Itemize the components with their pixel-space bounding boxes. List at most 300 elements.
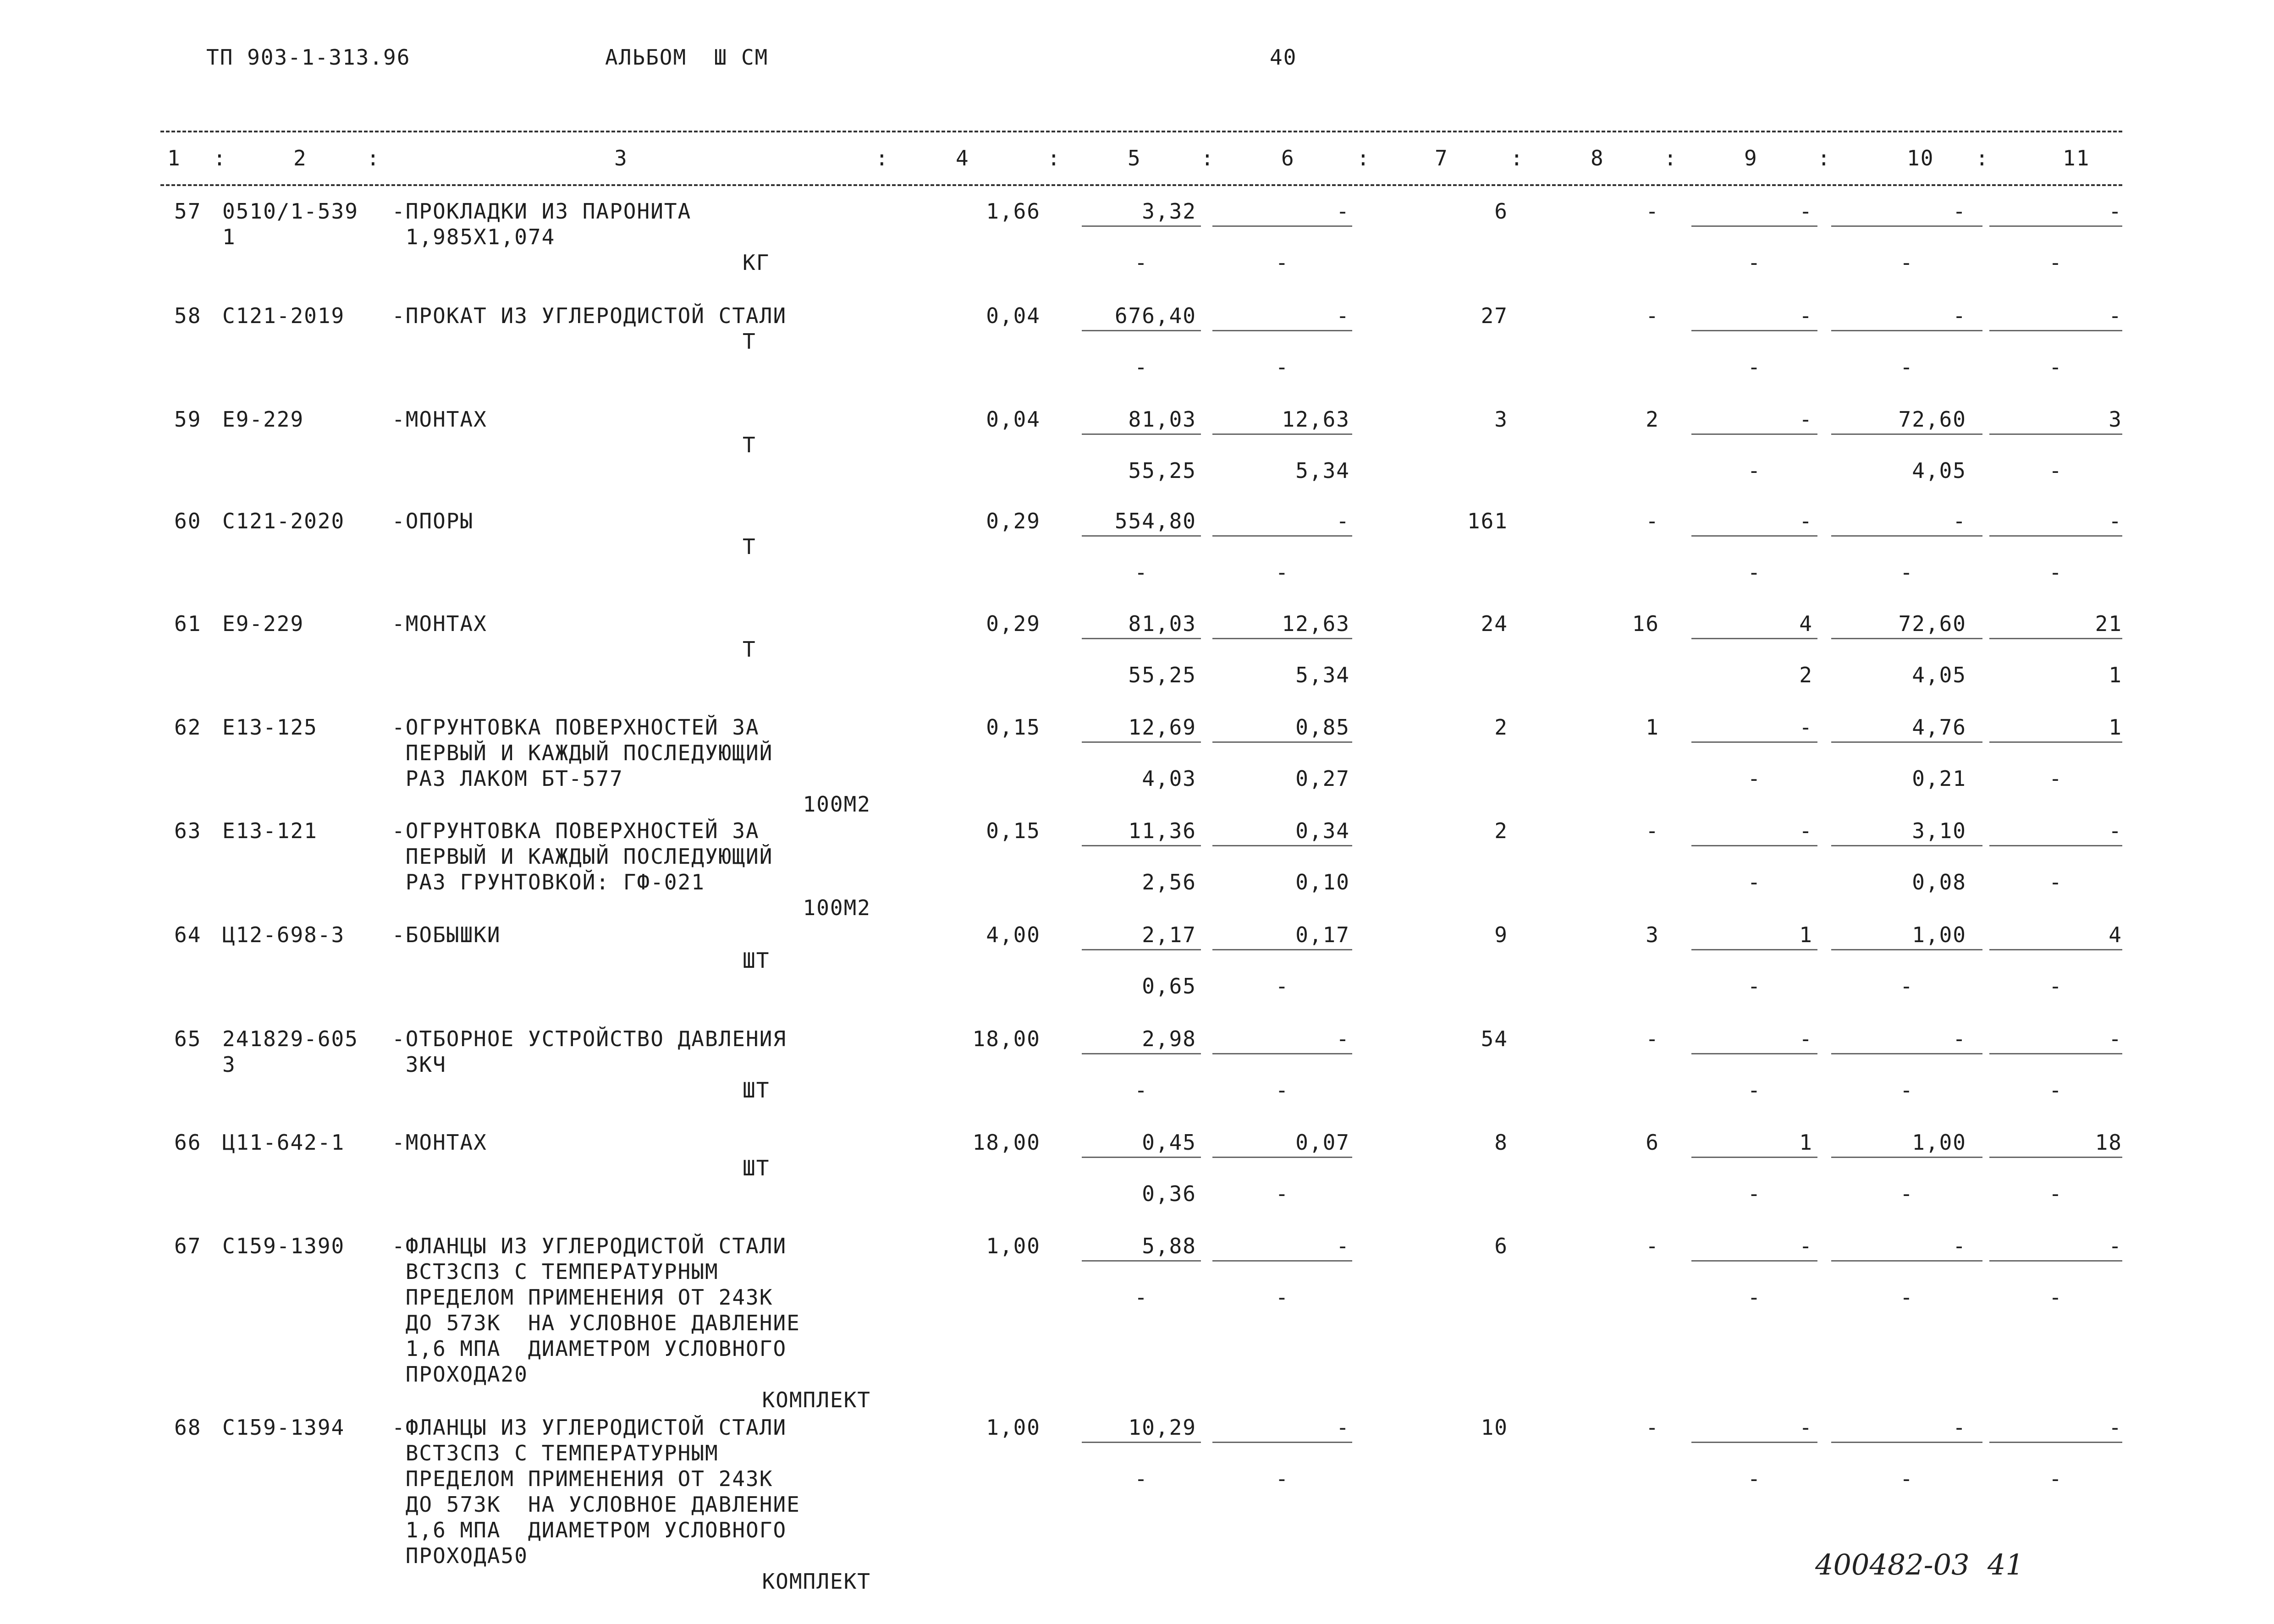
cell-qty: 0,29 [986, 509, 1041, 533]
cell-underline [1831, 741, 1982, 743]
column-separator: : [1664, 146, 1678, 170]
resource-code: 1 [222, 225, 236, 249]
cell-c11: 3 [2109, 407, 2122, 432]
column-header-7: 7 [1435, 146, 1448, 170]
cell-underline [1082, 433, 1201, 435]
cell-c10: - [1953, 509, 1966, 533]
handwritten-stamp: 400482-03 41 [1815, 1548, 2024, 1581]
cell-c8: 1 [1646, 715, 1659, 740]
cell-c5: 2,98 [1142, 1026, 1196, 1051]
cell-c6: - [1336, 1234, 1350, 1258]
cell-underline [1212, 225, 1352, 227]
cell-c8: - [1646, 509, 1659, 533]
cell-c11-second-line: - [2049, 1181, 2063, 1206]
cell-underline [1831, 949, 1982, 950]
cell-c9-second-line: 2 [1799, 663, 1813, 687]
resource-name: РАЗ ЛАКОМ БТ-577 [392, 766, 623, 791]
cell-c5-second-line: 4,03 [1142, 766, 1196, 791]
cell-underline [1082, 845, 1201, 846]
cell-c6: 0,07 [1295, 1130, 1350, 1155]
cell-underline [1831, 1157, 1982, 1158]
cell-c10-second-line: 0,08 [1912, 870, 1966, 894]
cell-c8: 2 [1646, 407, 1659, 432]
row-number: 60 [174, 509, 202, 533]
cell-c7: 27 [1481, 303, 1508, 328]
column-separator: : [1201, 146, 1215, 170]
cell-c9: - [1799, 407, 1813, 432]
cell-c10: 72,60 [1898, 407, 1966, 432]
cell-c5: 2,17 [1142, 922, 1196, 947]
cell-c9: - [1799, 1415, 1813, 1440]
column-separator: : [1817, 146, 1831, 170]
cell-c5-second-line: 55,25 [1128, 458, 1196, 483]
cell-c9: - [1799, 818, 1813, 843]
cell-c10: - [1953, 303, 1966, 328]
cell-c11: - [2109, 303, 2122, 328]
cell-underline [1831, 1442, 1982, 1443]
cell-c9-second-line: - [1747, 766, 1762, 791]
cell-qty: 1,00 [986, 1234, 1041, 1258]
cell-c6: 0,17 [1295, 922, 1350, 947]
cell-c6: - [1336, 1026, 1350, 1051]
cell-c6: 12,63 [1282, 611, 1350, 636]
cell-underline [1831, 638, 1982, 639]
resource-name: -ПРОКЛАДКИ ИЗ ПАРОНИТА [392, 199, 692, 224]
resource-name: -ОТБОРНОЕ УСТРОЙСТВО ДАВЛЕНИЯ [392, 1026, 787, 1051]
resource-code: 0510/1-539 [222, 199, 358, 224]
cell-c9-second-line: - [1747, 458, 1762, 483]
cell-c9-second-line: - [1747, 974, 1762, 999]
cell-c5-second-line: 55,25 [1128, 663, 1196, 687]
cell-c10-second-line: - [1900, 1466, 1914, 1491]
row-number: 62 [174, 715, 202, 740]
unit-of-measure: Т [743, 534, 756, 559]
cell-c11: - [2109, 199, 2122, 224]
cell-underline [1691, 433, 1817, 435]
cell-underline [1989, 330, 2122, 331]
cell-c8: 6 [1646, 1130, 1659, 1155]
cell-underline [1082, 225, 1201, 227]
cell-c6-second-line: - [1275, 250, 1289, 275]
resource-name: ЗКЧ [392, 1052, 446, 1077]
cell-c9-second-line: - [1747, 870, 1762, 894]
cell-c5-second-line: - [1134, 1285, 1148, 1310]
resource-name: ПРОХОДА20 [392, 1362, 528, 1387]
resource-name: ДО 573К НА УСЛОВНОЕ ДАВЛЕНИЕ [392, 1492, 800, 1517]
cell-c9: - [1799, 1026, 1813, 1051]
cell-c7: 10 [1481, 1415, 1508, 1440]
resource-name: ПРЕДЕЛОМ ПРИМЕНЕНИЯ ОТ 243К [392, 1466, 773, 1491]
resource-name: 1,6 МПА ДИАМЕТРОМ УСЛОВНОГО [392, 1518, 787, 1542]
resource-name: -МОНТАХ [392, 407, 487, 432]
cell-c6: 12,63 [1282, 407, 1350, 432]
cell-c5: 5,88 [1142, 1234, 1196, 1258]
cell-underline [1691, 741, 1817, 743]
cell-underline [1831, 1053, 1982, 1054]
resource-name: -ОГРУНТОВКА ПОВЕРХНОСТЕЙ ЗА [392, 715, 760, 740]
cell-c9-second-line: - [1747, 355, 1762, 379]
cell-c11: - [2109, 1234, 2122, 1258]
cell-c11: - [2109, 509, 2122, 533]
row-number: 65 [174, 1026, 202, 1051]
cell-underline [1082, 741, 1201, 743]
cell-underline [1082, 330, 1201, 331]
cell-c11-second-line: - [2049, 458, 2063, 483]
cell-c9-second-line: - [1747, 1181, 1762, 1206]
column-header-rule [160, 184, 2122, 186]
cell-c10-second-line: - [1900, 1181, 1914, 1206]
resource-name: 1,985X1,074 [392, 225, 556, 249]
cell-c7: 8 [1494, 1130, 1508, 1155]
column-separator: : [1357, 146, 1371, 170]
cell-c5-second-line: - [1134, 1078, 1148, 1103]
cell-c11-second-line: - [2049, 1466, 2063, 1491]
cell-underline [1691, 535, 1817, 537]
column-header-1: 1 [167, 146, 181, 170]
cell-underline [1212, 1442, 1352, 1443]
cell-c11: 18 [2095, 1130, 2122, 1155]
cell-qty: 4,00 [986, 922, 1041, 947]
cell-underline [1691, 949, 1817, 950]
cell-underline [1989, 535, 2122, 537]
cell-c9-second-line: - [1747, 1285, 1762, 1310]
cell-c11-second-line: - [2049, 870, 2063, 894]
cell-underline [1831, 433, 1982, 435]
cell-c9-second-line: - [1747, 250, 1762, 275]
unit-of-measure: ШТ [743, 1078, 770, 1103]
cell-c10-second-line: 0,21 [1912, 766, 1966, 791]
cell-c7: 54 [1481, 1026, 1508, 1051]
cell-qty: 1,00 [986, 1415, 1041, 1440]
cell-c8: - [1646, 1415, 1659, 1440]
row-number: 58 [174, 303, 202, 328]
column-separator: : [875, 146, 889, 170]
unit-of-measure: 100М2 [803, 895, 871, 920]
cell-c6: 0,34 [1295, 818, 1350, 843]
cell-c9: - [1799, 199, 1813, 224]
cell-c6-second-line: - [1275, 974, 1289, 999]
cell-underline [1691, 638, 1817, 639]
unit-of-measure: Т [743, 329, 756, 354]
cell-underline [1212, 1260, 1352, 1262]
cell-c9-second-line: - [1747, 1078, 1762, 1103]
cell-underline [1989, 225, 2122, 227]
cell-c10-second-line: - [1900, 560, 1914, 585]
cell-c11-second-line: - [2049, 1285, 2063, 1310]
cell-c6: - [1336, 303, 1350, 328]
cell-c8: - [1646, 818, 1659, 843]
cell-c11: - [2109, 1026, 2122, 1051]
cell-c5-second-line: - [1134, 250, 1148, 275]
cell-c10: 3,10 [1912, 818, 1966, 843]
cell-c5-second-line: - [1134, 1466, 1148, 1491]
cell-underline [1212, 949, 1352, 950]
cell-c10: 1,00 [1912, 922, 1966, 947]
cell-c10-second-line: - [1900, 1078, 1914, 1103]
table-top-rule [160, 131, 2122, 132]
cell-c11-second-line: 1 [2109, 663, 2122, 687]
cell-underline [1082, 1260, 1201, 1262]
cell-underline [1989, 845, 2122, 846]
column-header-10: 10 [1907, 146, 1934, 170]
cell-qty: 0,15 [986, 818, 1041, 843]
cell-c5: 12,69 [1128, 715, 1196, 740]
cell-c10: 1,00 [1912, 1130, 1966, 1155]
resource-code: Е9-229 [222, 611, 304, 636]
cell-c5: 81,03 [1128, 611, 1196, 636]
cell-underline [1082, 1053, 1201, 1054]
column-header-4: 4 [956, 146, 969, 170]
cell-c5-second-line: - [1134, 560, 1148, 585]
unit-of-measure: Т [743, 433, 756, 457]
cell-c8: - [1646, 303, 1659, 328]
unit-of-measure: ШТ [743, 1156, 770, 1180]
column-header-11: 11 [2063, 146, 2090, 170]
cell-c10: - [1953, 1026, 1966, 1051]
cell-c10: 72,60 [1898, 611, 1966, 636]
cell-underline [1212, 1053, 1352, 1054]
resource-name: ДО 573К НА УСЛОВНОЕ ДАВЛЕНИЕ [392, 1311, 800, 1335]
cell-c5: 554,80 [1114, 509, 1196, 533]
cell-c11-second-line: - [2049, 355, 2063, 379]
resource-code: Е13-125 [222, 715, 318, 740]
cell-c6: - [1336, 1415, 1350, 1440]
unit-of-measure: КОМПЛЕКТ [762, 1388, 871, 1412]
cell-c5-second-line: - [1134, 355, 1148, 379]
cell-c5: 11,36 [1128, 818, 1196, 843]
cell-c9: - [1799, 1234, 1813, 1258]
resource-name: -МОНТАХ [392, 1130, 487, 1155]
cell-underline [1989, 1442, 2122, 1443]
resource-name: ПРЕДЕЛОМ ПРИМЕНЕНИЯ ОТ 243К [392, 1285, 773, 1310]
document-code: ТП 903-1-313.96 [206, 45, 411, 70]
cell-qty: 0,15 [986, 715, 1041, 740]
cell-underline [1691, 1157, 1817, 1158]
cell-c8: 3 [1646, 922, 1659, 947]
resource-code: С159-1394 [222, 1415, 345, 1440]
cell-c9: 1 [1799, 922, 1813, 947]
resource-name: РАЗ ГРУНТОВКОЙ: ГФ-021 [392, 870, 705, 894]
cell-underline [1989, 1053, 2122, 1054]
resource-code: Ц12-698-3 [222, 922, 345, 947]
cell-c8: - [1646, 199, 1659, 224]
cell-underline [1212, 433, 1352, 435]
cell-underline [1212, 1157, 1352, 1158]
cell-c10: - [1953, 1415, 1966, 1440]
cell-underline [1212, 845, 1352, 846]
resource-name: ПРОХОДА50 [392, 1543, 528, 1568]
column-separator: : [1976, 146, 1989, 170]
cell-c7: 2 [1494, 715, 1508, 740]
resource-code: С159-1390 [222, 1234, 345, 1258]
cell-underline [1212, 535, 1352, 537]
cell-underline [1989, 638, 2122, 639]
cell-c5: 10,29 [1128, 1415, 1196, 1440]
resource-name: ПЕРВЫЙ И КАЖДЫЙ ПОСЛЕДУЮЩИЙ [392, 741, 773, 765]
cell-c7: 3 [1494, 407, 1508, 432]
column-separator: : [1047, 146, 1061, 170]
cell-c8: - [1646, 1026, 1659, 1051]
resource-code: 241829-605 [222, 1026, 358, 1051]
cell-underline [1989, 433, 2122, 435]
cell-c6-second-line: 5,34 [1295, 663, 1350, 687]
unit-of-measure: КГ [743, 250, 770, 275]
column-separator: : [367, 146, 380, 170]
unit-of-measure: ШТ [743, 948, 770, 973]
cell-c5-second-line: 0,65 [1142, 974, 1196, 999]
cell-underline [1831, 535, 1982, 537]
cell-underline [1082, 1442, 1201, 1443]
cell-c5-second-line: 2,56 [1142, 870, 1196, 894]
cell-c11-second-line: - [2049, 560, 2063, 585]
page-number: 40 [1270, 45, 1297, 70]
resource-code: Е13-121 [222, 818, 318, 843]
row-number: 59 [174, 407, 202, 432]
cell-underline [1082, 1157, 1201, 1158]
unit-of-measure: 100М2 [803, 792, 871, 817]
resource-name: 1,6 МПА ДИАМЕТРОМ УСЛОВНОГО [392, 1336, 787, 1361]
cell-underline [1989, 741, 2122, 743]
cell-c11-second-line: - [2049, 766, 2063, 791]
cell-underline [1831, 1260, 1982, 1262]
album-label: АЛЬБОМ Ш СМ [605, 45, 769, 70]
row-number: 63 [174, 818, 202, 843]
cell-c11-second-line: - [2049, 974, 2063, 999]
cell-qty: 0,29 [986, 611, 1041, 636]
row-number: 68 [174, 1415, 202, 1440]
cell-qty: 0,04 [986, 407, 1041, 432]
cell-c11: 4 [2109, 922, 2122, 947]
cell-c6-second-line: - [1275, 1466, 1289, 1491]
cell-underline [1082, 535, 1201, 537]
cell-c11-second-line: - [2049, 1078, 2063, 1103]
cell-c8: 16 [1632, 611, 1659, 636]
resource-name: -ФЛАНЦЫ ИЗ УГЛЕРОДИСТОЙ СТАЛИ [392, 1415, 787, 1440]
column-header-2: 2 [293, 146, 307, 170]
cell-c6-second-line: - [1275, 1078, 1289, 1103]
resource-code: 3 [222, 1052, 236, 1077]
cell-underline [1082, 949, 1201, 950]
cell-underline [1691, 330, 1817, 331]
cell-c6: - [1336, 199, 1350, 224]
cell-c6-second-line: 0,10 [1295, 870, 1350, 894]
row-number: 67 [174, 1234, 202, 1258]
cell-c7: 161 [1467, 509, 1508, 533]
cell-c7: 9 [1494, 922, 1508, 947]
resource-name: ПЕРВЫЙ И КАЖДЫЙ ПОСЛЕДУЮЩИЙ [392, 844, 773, 869]
cell-underline [1989, 1260, 2122, 1262]
column-header-6: 6 [1281, 146, 1295, 170]
cell-c9: 4 [1799, 611, 1813, 636]
cell-underline [1691, 1260, 1817, 1262]
cell-underline [1082, 638, 1201, 639]
cell-underline [1691, 845, 1817, 846]
cell-c6: - [1336, 509, 1350, 533]
cell-underline [1691, 225, 1817, 227]
cell-c10-second-line: - [1900, 974, 1914, 999]
cell-c5: 676,40 [1114, 303, 1196, 328]
cell-c10: - [1953, 1234, 1966, 1258]
resource-name: -БОБЫШКИ [392, 922, 501, 947]
cell-c6-second-line: - [1275, 355, 1289, 379]
cell-c11: - [2109, 818, 2122, 843]
resource-name: ВСТЗСПЗ С ТЕМПЕРАТУРНЫМ [392, 1259, 719, 1284]
cell-c5: 81,03 [1128, 407, 1196, 432]
cell-c9-second-line: - [1747, 560, 1762, 585]
row-number: 66 [174, 1130, 202, 1155]
cell-underline [1831, 330, 1982, 331]
cell-qty: 18,00 [972, 1130, 1041, 1155]
cell-c6-second-line: - [1275, 560, 1289, 585]
cell-c11-second-line: - [2049, 250, 2063, 275]
column-header-5: 5 [1128, 146, 1141, 170]
unit-of-measure: КОМПЛЕКТ [762, 1569, 871, 1594]
unit-of-measure: Т [743, 637, 756, 662]
cell-c9: - [1799, 715, 1813, 740]
cell-underline [1212, 638, 1352, 639]
cell-c11: 21 [2095, 611, 2122, 636]
cell-underline [1989, 949, 2122, 950]
cell-c7: 2 [1494, 818, 1508, 843]
row-number: 57 [174, 199, 202, 224]
resource-name: -ПРОКАТ ИЗ УГЛЕРОДИСТОЙ СТАЛИ [392, 303, 787, 328]
cell-c10-second-line: - [1900, 250, 1914, 275]
cell-underline [1831, 225, 1982, 227]
resource-code: С121-2019 [222, 303, 345, 328]
resource-name: -ОГРУНТОВКА ПОВЕРХНОСТЕЙ ЗА [392, 818, 760, 843]
cell-c7: 24 [1481, 611, 1508, 636]
cell-c7: 6 [1494, 1234, 1508, 1258]
cell-c7: 6 [1494, 199, 1508, 224]
cell-c5: 0,45 [1142, 1130, 1196, 1155]
column-header-9: 9 [1744, 146, 1758, 170]
cell-c5: 3,32 [1142, 199, 1196, 224]
cell-c9: 1 [1799, 1130, 1813, 1155]
column-separator: : [213, 146, 227, 170]
cell-underline [1691, 1053, 1817, 1054]
cell-underline [1831, 845, 1982, 846]
cell-c9-second-line: - [1747, 1466, 1762, 1491]
cell-qty: 1,66 [986, 199, 1041, 224]
column-header-8: 8 [1591, 146, 1604, 170]
cell-c10-second-line: - [1900, 1285, 1914, 1310]
cell-c9: - [1799, 303, 1813, 328]
cell-underline [1989, 1157, 2122, 1158]
column-separator: : [1510, 146, 1524, 170]
cell-underline [1212, 741, 1352, 743]
cell-c6-second-line: - [1275, 1181, 1289, 1206]
cell-c10-second-line: 4,05 [1912, 458, 1966, 483]
cell-c9: - [1799, 509, 1813, 533]
resource-name: -ОПОРЫ [392, 509, 474, 533]
resource-code: Ц11-642-1 [222, 1130, 345, 1155]
resource-name: ВСТЗСПЗ С ТЕМПЕРАТУРНЫМ [392, 1441, 719, 1465]
cell-c6-second-line: - [1275, 1285, 1289, 1310]
resource-code: С121-2020 [222, 509, 345, 533]
resource-name: -ФЛАНЦЫ ИЗ УГЛЕРОДИСТОЙ СТАЛИ [392, 1234, 787, 1258]
cell-c6: 0,85 [1295, 715, 1350, 740]
cell-c11: 1 [2109, 715, 2122, 740]
column-header-3: 3 [614, 146, 628, 170]
cell-c6-second-line: 5,34 [1295, 458, 1350, 483]
cell-c5-second-line: 0,36 [1142, 1181, 1196, 1206]
resource-name: -МОНТАХ [392, 611, 487, 636]
cell-c6-second-line: 0,27 [1295, 766, 1350, 791]
row-number: 64 [174, 922, 202, 947]
cell-c10-second-line: 4,05 [1912, 663, 1966, 687]
cell-c10: 4,76 [1912, 715, 1966, 740]
cell-c11: - [2109, 1415, 2122, 1440]
